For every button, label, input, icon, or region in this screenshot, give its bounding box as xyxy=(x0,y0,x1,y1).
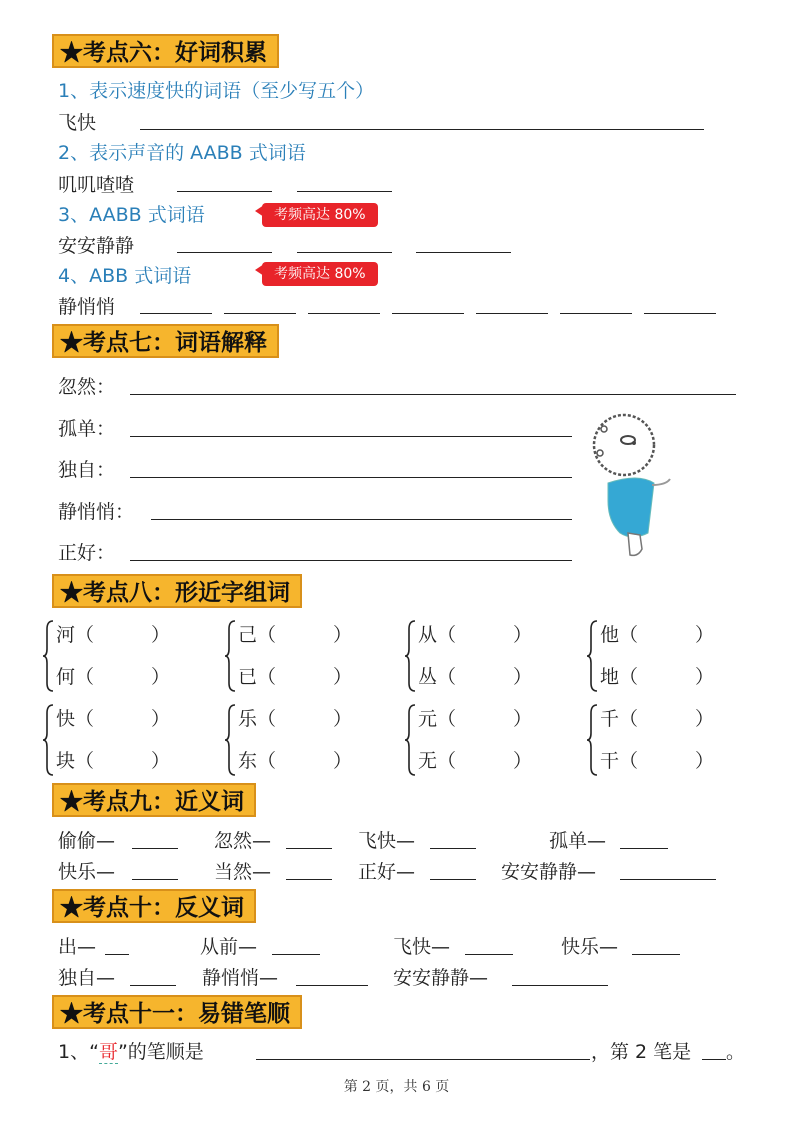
term-label: 静悄悄： xyxy=(58,501,135,523)
answer-line[interactable] xyxy=(272,954,320,955)
brace-icon xyxy=(404,619,416,693)
synonym-item: 当然— xyxy=(214,861,272,883)
char-group-item[interactable] xyxy=(238,620,352,647)
answer-line[interactable] xyxy=(286,879,332,880)
section-11-header: ★考点十一：易错笔顺 xyxy=(52,995,302,1029)
answer-line[interactable] xyxy=(140,129,704,130)
synonym-item: 安安静静— xyxy=(501,861,597,883)
answer-line[interactable] xyxy=(130,394,736,395)
brace-icon xyxy=(42,619,54,693)
answer-line[interactable] xyxy=(286,848,332,849)
char-group-item[interactable] xyxy=(56,620,170,647)
answer-paren[interactable]: （ ） xyxy=(437,624,533,646)
section-6-header: ★考点六：好词积累 xyxy=(52,34,279,68)
answer-line[interactable] xyxy=(476,313,548,314)
q-mid: ”的笔顺是 xyxy=(117,1041,204,1063)
q1-label: 1、表示速度快的词语（至少写五个） xyxy=(58,80,375,102)
brace-icon xyxy=(586,703,598,777)
antonym-item: 快乐— xyxy=(561,936,619,958)
q-prefix: 1、“ xyxy=(58,1041,99,1063)
char: 千 xyxy=(600,708,620,730)
answer-line[interactable] xyxy=(308,313,380,314)
char: 河 xyxy=(56,624,76,646)
answer-line[interactable] xyxy=(132,848,178,849)
answer-line[interactable] xyxy=(105,954,129,955)
answer-line[interactable] xyxy=(130,985,176,986)
antonym-item: 从前— xyxy=(200,936,258,958)
answer-line[interactable] xyxy=(130,477,572,478)
answer-paren[interactable]: （ ） xyxy=(619,708,715,730)
char-group-item[interactable] xyxy=(418,704,532,731)
brace-icon xyxy=(224,703,236,777)
stroke-order-question xyxy=(58,1037,204,1064)
answer-paren[interactable]: （ ） xyxy=(257,624,353,646)
answer-paren[interactable]: （ ） xyxy=(75,666,171,688)
cartoon-character-illustration xyxy=(588,405,678,565)
answer-line[interactable] xyxy=(130,560,572,561)
char-group-item[interactable] xyxy=(238,704,352,731)
answer-line[interactable] xyxy=(430,879,476,880)
section-10-header: ★考点十：反义词 xyxy=(52,889,256,923)
q-end: 。 xyxy=(726,1041,746,1063)
char-group-item[interactable] xyxy=(418,620,532,647)
char-group-item[interactable] xyxy=(56,704,170,731)
char-group-item[interactable] xyxy=(600,746,714,773)
char-group-item[interactable] xyxy=(56,662,170,689)
answer-line[interactable] xyxy=(132,879,178,880)
section-7-header: ★考点七：词语解释 xyxy=(52,324,279,358)
q2-example: 叽叽喳喳 xyxy=(58,174,135,196)
q3-label: 3、AABB 式词语 xyxy=(58,204,205,226)
char: 干 xyxy=(600,750,620,772)
answer-paren[interactable]: （ ） xyxy=(619,750,715,772)
q4-label: 4、ABB 式词语 xyxy=(58,265,192,287)
char: 乐 xyxy=(238,708,258,730)
char-group-item[interactable] xyxy=(600,620,714,647)
answer-line[interactable] xyxy=(256,1059,590,1060)
antonym-item: 出— xyxy=(58,936,97,958)
char-group-item[interactable] xyxy=(238,746,352,773)
answer-paren[interactable]: （ ） xyxy=(437,708,533,730)
antonym-item: 静悄悄— xyxy=(202,967,279,989)
answer-line[interactable] xyxy=(620,879,716,880)
answer-line[interactable] xyxy=(620,848,668,849)
answer-line[interactable] xyxy=(702,1059,726,1060)
char: 元 xyxy=(418,708,438,730)
answer-paren[interactable]: （ ） xyxy=(75,708,171,730)
synonym-item: 忽然— xyxy=(214,830,272,852)
term-label: 忽然： xyxy=(58,376,116,398)
answer-paren[interactable]: （ ） xyxy=(257,750,353,772)
answer-line[interactable] xyxy=(177,252,272,253)
char: 己 xyxy=(238,624,258,646)
char-group-item[interactable] xyxy=(418,662,532,689)
synonym-item: 孤单— xyxy=(549,830,607,852)
q1-example: 飞快 xyxy=(58,112,97,134)
char-group-item[interactable] xyxy=(238,662,352,689)
char: 从 xyxy=(418,624,438,646)
answer-line[interactable] xyxy=(465,954,513,955)
answer-line[interactable] xyxy=(297,191,392,192)
char: 丛 xyxy=(418,666,438,688)
brace-icon xyxy=(404,703,416,777)
brace-icon xyxy=(42,703,54,777)
answer-line[interactable] xyxy=(560,313,632,314)
section-8-header: ★考点八：形近字组词 xyxy=(52,574,302,608)
term-label: 独自： xyxy=(58,459,116,481)
brace-icon xyxy=(586,619,598,693)
target-char: 哥 xyxy=(98,1041,118,1063)
frequency-badge: 考频高达 80% xyxy=(262,203,378,227)
q2-label: 2、表示声音的 AABB 式词语 xyxy=(58,142,306,164)
term-label: 孤单： xyxy=(58,418,116,440)
frequency-badge: 考频高达 80% xyxy=(262,262,378,286)
answer-paren[interactable]: （ ） xyxy=(75,750,171,772)
char: 东 xyxy=(238,750,258,772)
answer-paren[interactable]: （ ） xyxy=(75,624,171,646)
synonym-item: 快乐— xyxy=(58,861,116,883)
answer-line[interactable] xyxy=(392,313,464,314)
answer-paren[interactable]: （ ） xyxy=(437,666,533,688)
char: 何 xyxy=(56,666,76,688)
synonym-item: 飞快— xyxy=(358,830,416,852)
answer-line[interactable] xyxy=(644,313,716,314)
section-9-header: ★考点九：近义词 xyxy=(52,783,256,817)
char: 无 xyxy=(418,750,438,772)
brace-icon xyxy=(224,619,236,693)
char: 已 xyxy=(238,666,258,688)
synonym-item: 正好— xyxy=(358,861,416,883)
antonym-item: 独自— xyxy=(58,967,116,989)
synonym-item: 偷偷— xyxy=(58,830,116,852)
antonym-item: 安安静静— xyxy=(393,967,489,989)
answer-line[interactable] xyxy=(151,519,572,520)
answer-paren[interactable]: （ ） xyxy=(257,708,353,730)
char: 块 xyxy=(56,750,76,772)
answer-line[interactable] xyxy=(130,436,572,437)
char-group-item[interactable] xyxy=(600,662,714,689)
answer-line[interactable] xyxy=(224,313,296,314)
answer-line[interactable] xyxy=(512,985,608,986)
answer-line[interactable] xyxy=(297,252,392,253)
char-group-item[interactable] xyxy=(600,704,714,731)
char: 快 xyxy=(56,708,76,730)
q3-example: 安安静静 xyxy=(58,235,135,257)
char-group-item[interactable] xyxy=(56,746,170,773)
stroke-second-question: ，第 2 笔是 xyxy=(591,1041,692,1063)
answer-paren[interactable]: （ ） xyxy=(257,666,353,688)
answer-line[interactable] xyxy=(430,848,476,849)
char: 他 xyxy=(600,624,620,646)
answer-line[interactable] xyxy=(416,252,511,253)
answer-line[interactable] xyxy=(177,191,272,192)
answer-paren[interactable]: （ ） xyxy=(619,624,715,646)
antonym-item: 飞快— xyxy=(393,936,451,958)
answer-line[interactable] xyxy=(632,954,680,955)
answer-paren[interactable]: （ ） xyxy=(437,750,533,772)
char: 地 xyxy=(600,666,620,688)
char-group-item[interactable] xyxy=(418,746,532,773)
q4-example: 静悄悄 xyxy=(58,296,116,318)
answer-line[interactable] xyxy=(296,985,368,986)
term-label: 正好： xyxy=(58,542,116,564)
answer-line[interactable] xyxy=(140,313,212,314)
answer-paren[interactable]: （ ） xyxy=(619,666,715,688)
page-footer: 第 2 页，共 6 页 xyxy=(343,1079,450,1095)
